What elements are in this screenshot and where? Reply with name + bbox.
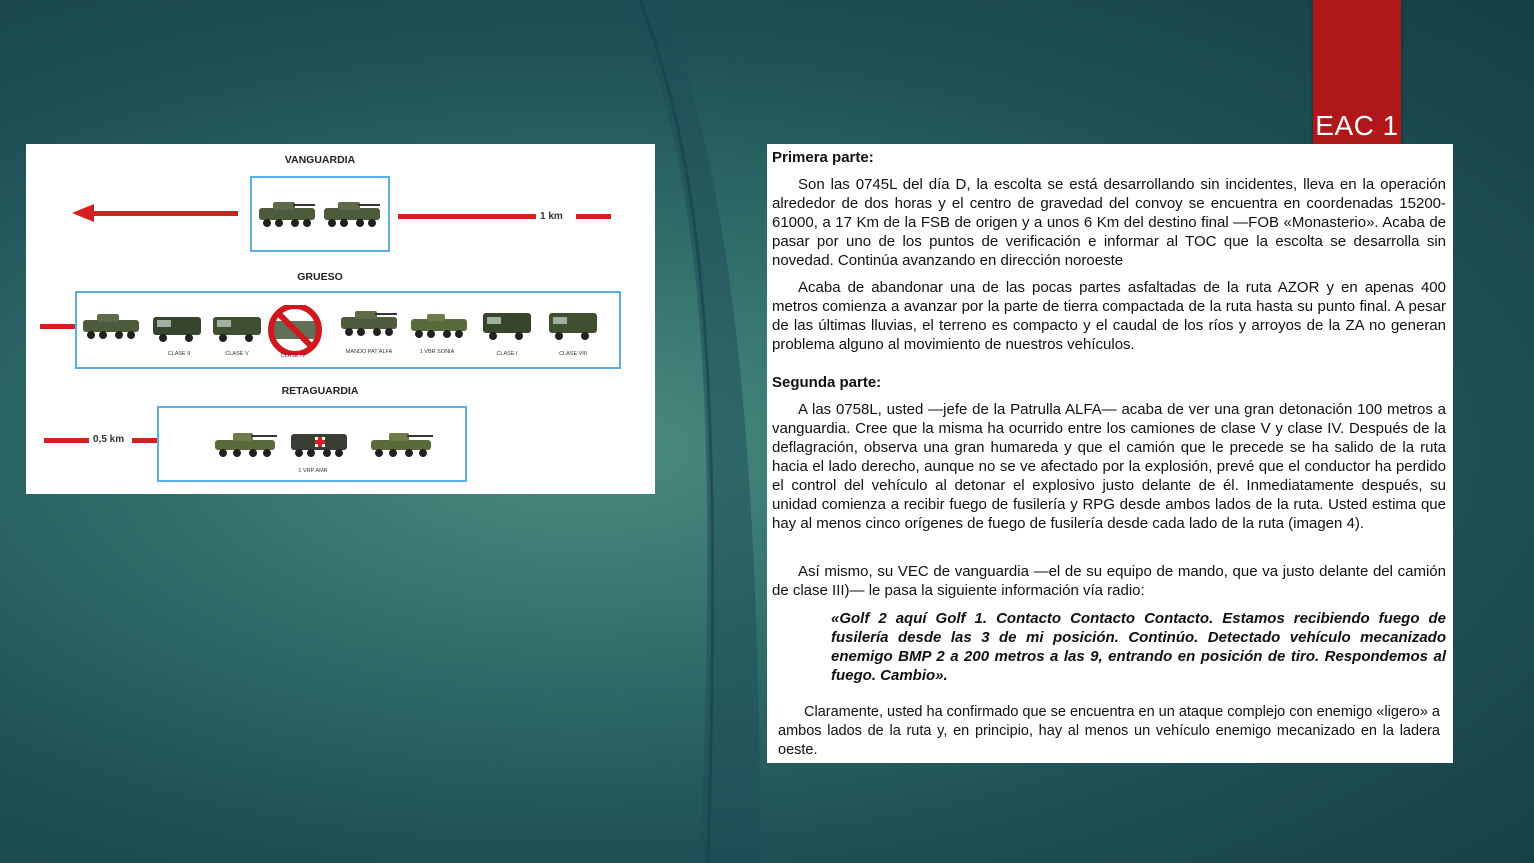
vanguardia-box bbox=[250, 176, 390, 252]
part2-paragraph-1: A las 0758L, usted —jefe de la Patrulla ALFA— acaba de ver una gran detonación 100 metros a vanguardia. Cree que la misma ha ocurrido entre los camiones de clase V y clase IV. Después de la deflagración, observa una gran humareda y que el camión que le precede se ha salido de la ruta hacia el lado derecho, aunque no se ve afectado por la explosión, prevé que el conductor ha perdido el control del vehículo al detonar el explosivo justo delante de él. Inmediatamente después, su unidad comienza a recibir fuego de fusilería y RPG desde ambos lados de la ruta. Usted estima que hay al menos cinco orígenes de fuego de fusilería desde cada lado de la ruta (imagen 4). bbox=[772, 401, 1446, 532]
retaguardia-title: RETAGUARDIA bbox=[281, 385, 359, 397]
vehicle-icon bbox=[255, 198, 319, 230]
distance-bar bbox=[132, 438, 157, 443]
distance-bar bbox=[398, 214, 536, 219]
truck-icon bbox=[547, 307, 599, 341]
vehicle-icon bbox=[79, 310, 143, 342]
vehicle-label: MANDO PAT ALFA bbox=[345, 349, 393, 355]
part2-heading: Segunda parte: bbox=[772, 374, 882, 391]
part1-heading: Primera parte: bbox=[772, 149, 874, 166]
truck-icon bbox=[211, 311, 263, 343]
part1-paragraph-2: Acaba de abandonar una de las pocas partes asfaltadas de la ruta AZOR y en apenas 400 metros comienza a avanzar por la parte de tierra compactada de la ruta hasta su punto final. A pesar de las últimas lluvias, el terreno es compacto y el caudal de los ríos y arroyos de la ZA no generan problema alguno al movimiento de nuestros vehículos. bbox=[772, 279, 1446, 353]
grueso-title: GRUESO bbox=[297, 271, 343, 283]
vehicle-label: 1 VRP AMR bbox=[298, 468, 328, 474]
slide-badge bbox=[1313, 0, 1401, 144]
ambulance-icon bbox=[287, 426, 351, 460]
direction-arrow-bar bbox=[92, 211, 238, 216]
retaguardia-box bbox=[157, 406, 467, 482]
distance-bar bbox=[44, 438, 89, 443]
vehicle-label: CLASE VIII bbox=[559, 351, 587, 357]
vehicle-icon bbox=[320, 198, 384, 230]
truck-icon bbox=[481, 307, 533, 341]
part2-paragraph-3: Claramente, usted ha confirmado que se encuentra en un ataque complejo con enemigo «ligero» a ambos lados de la ruta y, en principio, hay al menos un vehículo enemigo mecanizado en la ladera oeste. bbox=[778, 704, 1440, 758]
prohibited-icon bbox=[265, 305, 325, 355]
retaguardia-distance: 0,5 km bbox=[93, 434, 125, 445]
vehicle-label: 1 VBR SONIA bbox=[419, 349, 455, 355]
grueso-link-bar bbox=[40, 324, 76, 329]
vehicle-icon bbox=[211, 428, 279, 460]
vehicle-icon bbox=[367, 428, 435, 460]
direction-arrow-head bbox=[72, 204, 94, 222]
vanguardia-title: VANGUARDIA bbox=[284, 154, 356, 166]
grueso-box bbox=[75, 291, 621, 369]
part2-paragraph-2: Así mismo, su VEC de vanguardia —el de su equipo de mando, que va justo delante del camión de clase III)— le pasa la siguiente información vía radio: bbox=[772, 563, 1446, 599]
vehicle-label: CLASE IV bbox=[280, 353, 306, 359]
distance-bar bbox=[576, 214, 611, 219]
scenario-text-card bbox=[767, 144, 1453, 763]
vehicle-label: CLASE I bbox=[496, 351, 518, 357]
part1-paragraph-1: Son las 0745L del día D, la escolta se está desarrollando sin incidentes, lleva en la operación alrededor de dos horas y el centro de gravedad del convoy se encuentra en coordenadas 15200-61000, a 17 Km de la FSB de origen y a unos 6 Km del destino final —FOB «Monasterio». Acaba de pasar por uno de los puntos de verificación e informar al TOC que la escolta se desarrolla sin novedad. Continúa avanzando en dirección noroeste bbox=[772, 176, 1446, 269]
vehicle-icon bbox=[337, 307, 401, 339]
radio-quote: «Golf 2 aquí Golf 1. Contacto Contacto Contacto. Estamos recibiendo fuego de fusilería desde las 3 de mi posición. Continúo. Detectado vehículo mecanizado enemigo BMP 2 a 200 metros a las 9, entrando en posición de tiro. Respondemos al fuego. Cambio». bbox=[831, 610, 1446, 684]
vanguardia-distance: 1 km bbox=[540, 211, 563, 222]
vehicle-icon bbox=[407, 309, 471, 341]
badge-label: EAC 1 bbox=[1315, 110, 1399, 141]
convoy-diagram bbox=[26, 144, 655, 494]
truck-icon bbox=[151, 311, 203, 343]
vehicle-label: CLASE V bbox=[225, 351, 249, 357]
vehicle-label: CLASE II bbox=[167, 351, 191, 357]
